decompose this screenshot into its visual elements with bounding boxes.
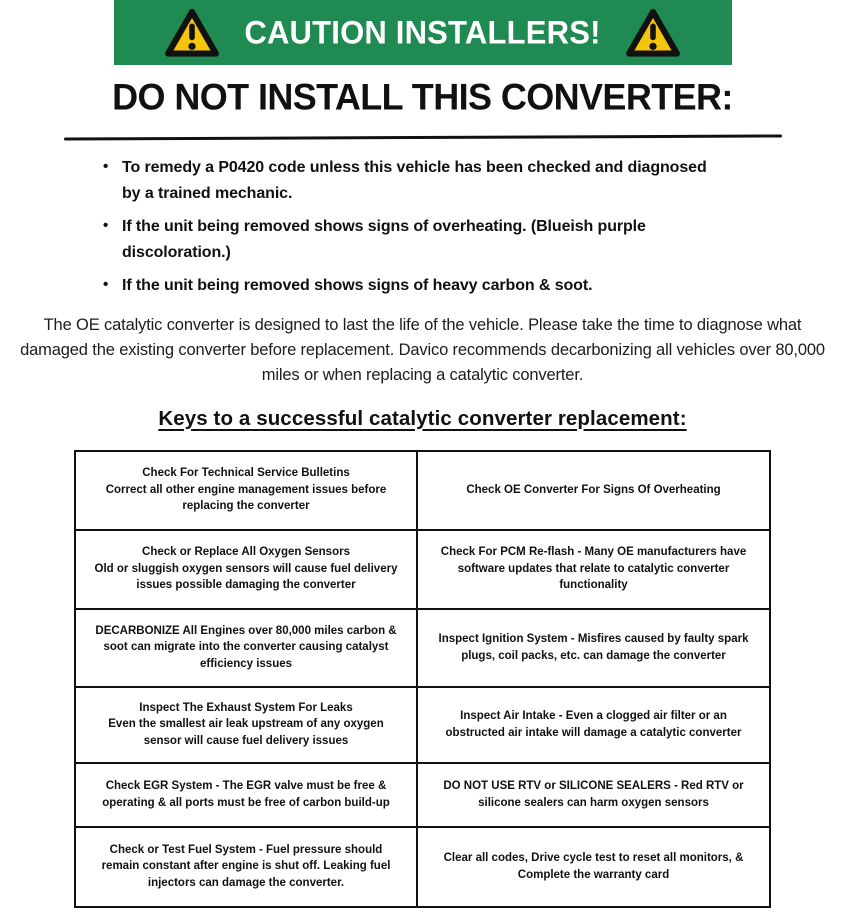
- caution-banner: [114, 0, 732, 65]
- table-row: [75, 763, 770, 827]
- cell-body: Inspect Air Intake - Even a clogged air filter or an obstructed air intake will damage a catalytic converter: [445, 710, 742, 739]
- table-row: [75, 609, 770, 687]
- table-row: [75, 530, 770, 609]
- table-cell: [75, 530, 417, 609]
- cell-body: Check EGR System - The EGR valve must be free & operating & all ports must be free of carbon build-up: [102, 780, 390, 809]
- table-row: [75, 451, 770, 530]
- main-heading: DO NOT INSTALL THIS CONVERTER:: [112, 75, 733, 118]
- table-row: [75, 827, 770, 907]
- table-cell: [417, 763, 770, 827]
- warning-list-item: • If the unit being removed shows signs of overheating. (Blueish purple discoloration.): [103, 214, 708, 265]
- table-cell: [417, 530, 770, 609]
- cell-body: DECARBONIZE All Engines over 80,000 miles carbon & soot can migrate into the converter causing catalyst efficiency issues: [95, 624, 397, 670]
- divider-line: [63, 134, 781, 140]
- cell-body: Clear all codes, Drive cycle test to reset all monitors, & Complete the warranty card: [443, 852, 744, 881]
- table-cell: [75, 451, 417, 530]
- cell-body: Check For PCM Re-flash - Many OE manufacturers have software updates that relate to catalytic converter functionality: [440, 546, 747, 592]
- table-cell: [75, 609, 417, 687]
- table-cell: [417, 827, 770, 907]
- table-row: [75, 687, 770, 763]
- warning-triangle-icon: [625, 8, 681, 58]
- warning-list-item: • To remedy a P0420 code unless this vehicle has been checked and diagnosed by a trained mechanic.: [103, 155, 708, 206]
- intro-paragraph: The OE catalytic converter is designed to last the life of the vehicle. Please take the time to diagnose what damaged the existing converter before replacement. Davico recommends decarbonizing all vehicles over 80,000 miles or when replacing a catalytic converter.: [20, 315, 825, 384]
- warning-list: [103, 155, 708, 299]
- cell-title: Inspect The Exhaust System For Leaks: [139, 701, 353, 714]
- table-cell: [75, 763, 417, 827]
- cell-body: Check or Test Fuel System - Fuel pressure should remain constant after engine is shut off. Leaking fuel injectors can damage the converter.: [101, 843, 391, 889]
- cell-body: Even the smallest air leak upstream of any oxygen sensor will cause fuel delivery issues: [108, 718, 384, 747]
- cell-title: Check or Replace All Oxygen Sensors: [142, 546, 350, 559]
- warning-triangle-icon: [164, 8, 220, 58]
- table-cell: [75, 687, 417, 763]
- banner-title: CAUTION INSTALLERS!: [244, 13, 601, 51]
- cell-body: Check OE Converter For Signs Of Overheating: [466, 483, 721, 496]
- cell-title: Check For Technical Service Bulletins: [142, 467, 350, 480]
- cell-body: Inspect Ignition System - Misfires caused by faulty spark plugs, coil packs, etc. can damage the converter: [438, 633, 749, 662]
- cell-body: Old or sluggish oxygen sensors will cause fuel delivery issues possible damaging the converter: [94, 562, 398, 592]
- table-cell: [75, 827, 417, 907]
- keys-heading: Keys to a successful catalytic converter replacement:: [158, 406, 687, 430]
- table-cell: [417, 687, 770, 763]
- checklist-table: [74, 450, 771, 908]
- warning-list-item: • If the unit being removed shows signs of heavy carbon & soot.: [103, 273, 708, 299]
- cell-body: DO NOT USE RTV or SILICONE SEALERS - Red RTV or silicone sealers can harm oxygen sensors: [443, 780, 744, 809]
- table-cell: [417, 451, 770, 530]
- table-cell: [417, 609, 770, 687]
- cell-body: Correct all other engine management issues before replacing the converter: [105, 483, 387, 513]
